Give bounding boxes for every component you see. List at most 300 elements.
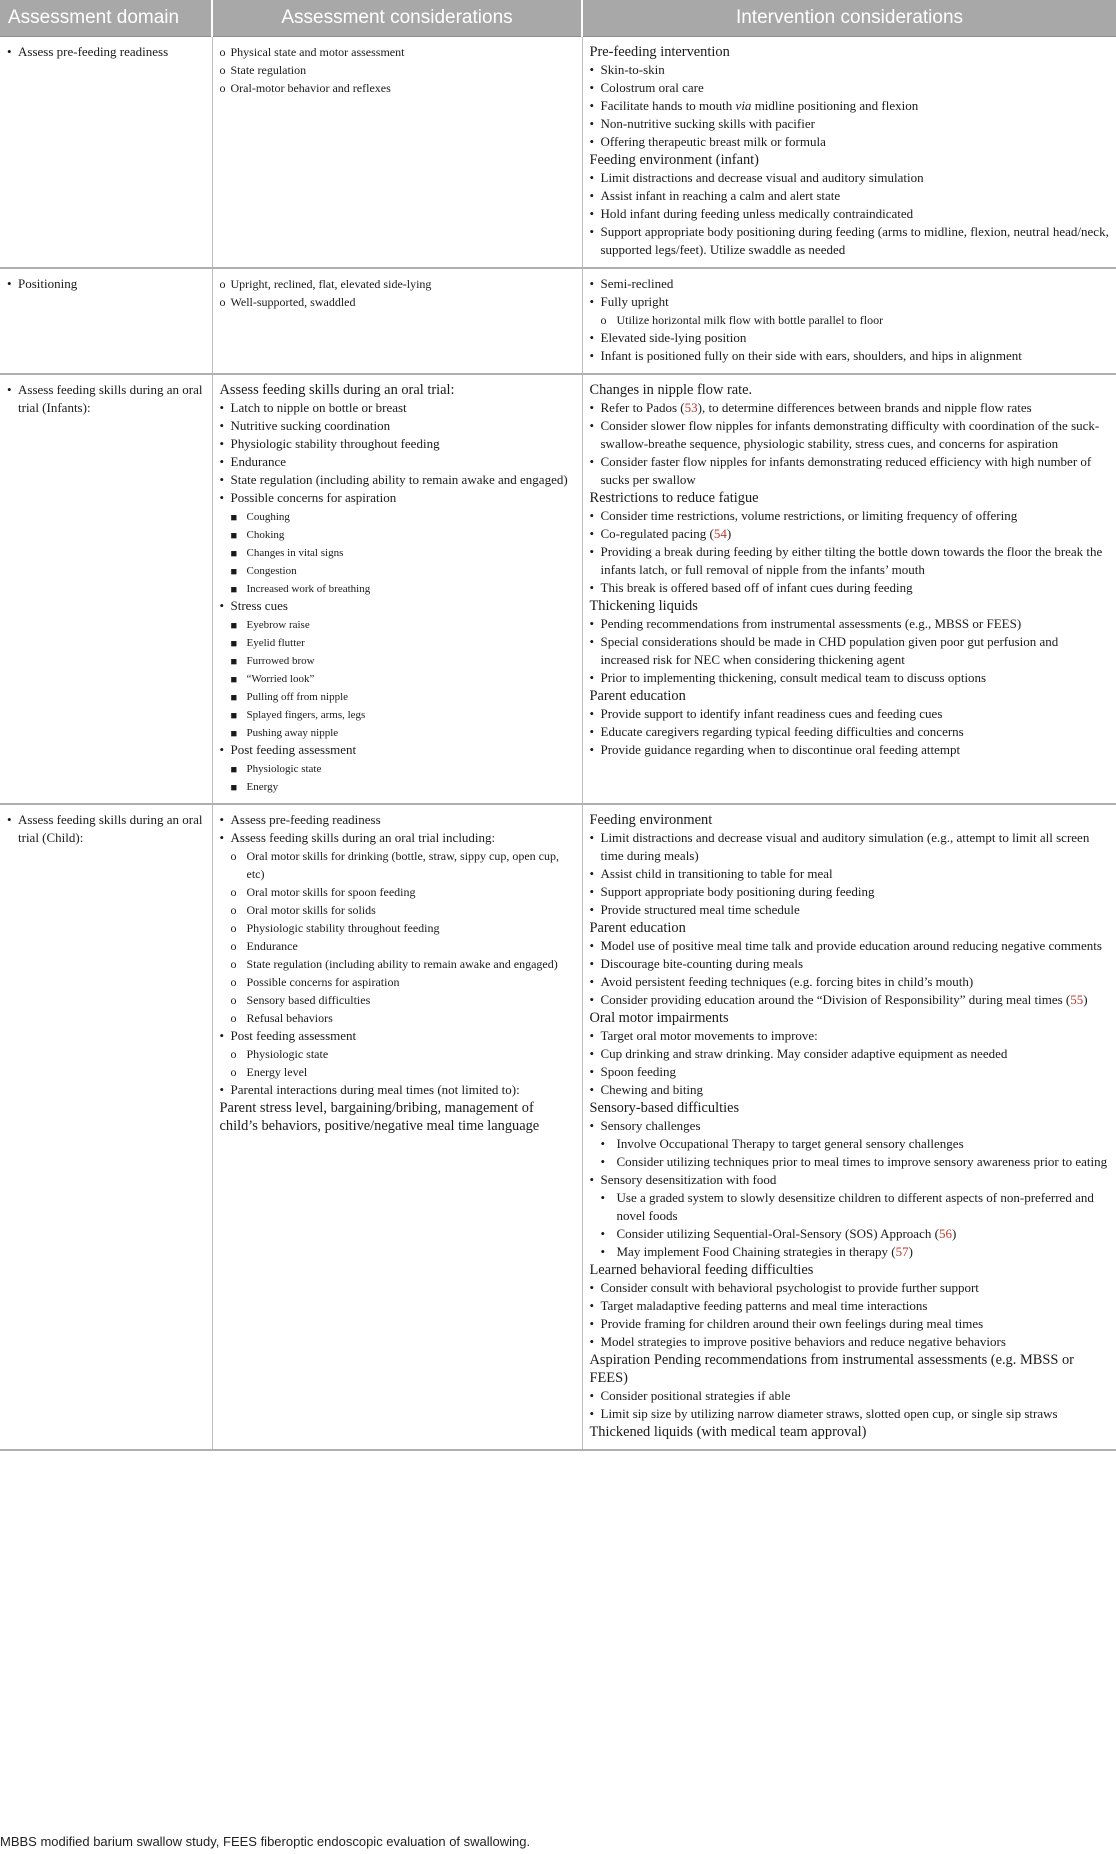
bullet-marker-icon: • xyxy=(219,812,225,827)
bullet-marker-icon: • xyxy=(7,382,12,397)
item-text: Thickened liquids (with medical team approval) xyxy=(589,1424,867,1440)
item-text: Oral-motor behavior and reflexes xyxy=(230,81,391,95)
cell-intervention xyxy=(582,268,1116,374)
list-item xyxy=(220,1099,576,1135)
item-text: Oral motor skills for drinking (bottle, straw, sippy cup, open cup, etc) xyxy=(246,849,560,881)
item-text: Positioning xyxy=(18,276,78,291)
bullet-marker-icon: • xyxy=(600,1154,606,1169)
list-item xyxy=(590,311,1111,329)
list-item xyxy=(220,435,576,453)
cell-domain xyxy=(0,268,212,374)
item-text: Physiologic stability throughout feeding xyxy=(246,921,440,935)
list-item xyxy=(590,901,1111,919)
bullet-marker-icon: • xyxy=(589,724,595,739)
list-item xyxy=(590,1135,1111,1153)
list-item xyxy=(220,489,576,507)
assessment-list xyxy=(220,43,576,97)
list-item xyxy=(590,61,1111,79)
circle-marker-icon: o xyxy=(219,45,226,59)
item-text: Physiologic state xyxy=(246,1047,329,1061)
bullet-marker-icon: • xyxy=(589,418,595,433)
list-item xyxy=(590,1171,1111,1189)
item-text: Assess feeding skills during an oral trial: xyxy=(219,382,455,398)
bullet-marker-icon: • xyxy=(589,1298,595,1313)
item-text: Parent education xyxy=(589,688,686,704)
circle-marker-icon: o xyxy=(230,903,237,917)
assessment-list xyxy=(220,381,576,795)
item-text: Semi-reclined xyxy=(600,276,674,291)
bullet-marker-icon: • xyxy=(600,1190,606,1205)
square-marker-icon: ■ xyxy=(230,620,238,632)
bullet-marker-icon: • xyxy=(600,1244,606,1259)
bullet-marker-icon: • xyxy=(589,830,595,845)
item-text: Parent stress level, bargaining/bribing, management of child’s behaviors, positive/negative meal time language xyxy=(219,1100,540,1134)
list-item xyxy=(590,937,1111,955)
item-text: Utilize horizontal milk flow with bottle parallel to floor xyxy=(616,313,884,327)
list-item xyxy=(220,883,576,901)
item-text: Energy level xyxy=(246,1065,308,1079)
item-text: Consider positional strategies if able xyxy=(600,1388,791,1403)
bullet-marker-icon: • xyxy=(589,294,595,309)
item-text: Refer to Pados (53), to determine differences between brands and nipple flow rates xyxy=(600,400,1032,415)
square-marker-icon: ■ xyxy=(230,530,238,542)
bullet-marker-icon: • xyxy=(589,188,595,203)
item-text: Consider slower flow nipples for infants demonstrating difficulty with coordination of the suck-swallow-breathe sequence, physiologic stability, stress cues, and concerns for aspiration xyxy=(600,418,1100,451)
item-text: Oral motor skills for spoon feeding xyxy=(246,885,416,899)
item-text: Support appropriate body positioning during feeding (arms to midline, flexion, neutral head/neck, supported legs/feet). Utilize swaddle as needed xyxy=(600,224,1109,257)
item-text: Well-supported, swaddled xyxy=(230,295,356,309)
list-item xyxy=(590,489,1111,507)
item-text: Parent education xyxy=(589,920,686,936)
list-item xyxy=(220,829,576,847)
list-item xyxy=(220,293,576,311)
item-text: “Worried look” xyxy=(246,673,315,685)
list-item xyxy=(590,293,1111,311)
reference-link[interactable]: 53 xyxy=(684,400,698,415)
list-item xyxy=(220,508,576,526)
cell-assessment xyxy=(212,37,582,269)
bullet-marker-icon: • xyxy=(589,134,595,149)
item-text: Target oral motor movements to improve: xyxy=(600,1028,818,1043)
item-text: Model use of positive meal time talk and provide education around reducing negative comments xyxy=(600,938,1102,953)
list-item xyxy=(220,275,576,293)
item-text: Discourage bite-counting during meals xyxy=(600,956,804,971)
square-marker-icon: ■ xyxy=(230,584,238,596)
table-row xyxy=(0,374,1116,804)
list-item xyxy=(590,1279,1111,1297)
list-item xyxy=(590,223,1111,259)
list-item xyxy=(220,634,576,652)
bullet-marker-icon: • xyxy=(589,330,595,345)
list-item xyxy=(220,847,576,883)
list-item xyxy=(590,1009,1111,1027)
list-item xyxy=(590,955,1111,973)
bullet-marker-icon: • xyxy=(589,1388,595,1403)
bullet-marker-icon: • xyxy=(589,974,595,989)
list-item xyxy=(590,633,1111,669)
circle-marker-icon: o xyxy=(230,939,237,953)
item-text: Facilitate hands to mouth via midline positioning and flexion xyxy=(600,98,919,113)
item-text: Consider faster flow nipples for infants demonstrating reduced efficiency with high number of sucks per swallow xyxy=(600,454,1092,487)
list-item xyxy=(220,417,576,435)
item-text: Assess pre-feeding readiness xyxy=(18,44,169,59)
item-text: Changes in vital signs xyxy=(246,547,344,559)
list-item xyxy=(590,669,1111,687)
list-item xyxy=(590,829,1111,865)
item-text: Educate caregivers regarding typical feeding difficulties and concerns xyxy=(600,724,964,739)
item-text: Sensory challenges xyxy=(600,1118,701,1133)
bullet-marker-icon: • xyxy=(589,224,595,239)
bullet-marker-icon: • xyxy=(589,62,595,77)
list-item xyxy=(220,937,576,955)
list-item xyxy=(590,741,1111,759)
bullet-marker-icon: • xyxy=(589,634,595,649)
list-item xyxy=(590,1027,1111,1045)
circle-marker-icon: o xyxy=(230,1065,237,1079)
bullet-marker-icon: • xyxy=(219,490,225,505)
list-item xyxy=(590,115,1111,133)
domain-list xyxy=(7,275,206,293)
item-text: Stress cues xyxy=(230,598,288,613)
cell-domain xyxy=(0,804,212,1450)
item-text: Physiologic stability throughout feeding xyxy=(230,436,440,451)
bullet-marker-icon: • xyxy=(589,706,595,721)
bullet-marker-icon: • xyxy=(589,938,595,953)
item-text: Eyebrow raise xyxy=(246,619,310,631)
square-marker-icon: ■ xyxy=(230,728,238,740)
item-text: State regulation (including ability to remain awake and engaged) xyxy=(230,472,568,487)
list-item xyxy=(220,652,576,670)
bullet-marker-icon: • xyxy=(589,1046,595,1061)
reference-link[interactable]: 55 xyxy=(1070,992,1084,1007)
list-item xyxy=(590,97,1111,115)
list-item xyxy=(590,579,1111,597)
list-item xyxy=(220,991,576,1009)
bullet-marker-icon: • xyxy=(219,742,225,757)
list-item xyxy=(220,1027,576,1045)
item-text: Elevated side-lying position xyxy=(600,330,747,345)
item-text: Assess pre-feeding readiness xyxy=(230,812,381,827)
list-item xyxy=(590,275,1111,293)
item-text: Special considerations should be made in CHD population given poor gut perfusion and increased risk for NEC when considering thickening agent xyxy=(600,634,1059,667)
list-item xyxy=(590,1351,1111,1387)
header-row xyxy=(0,0,1116,37)
item-text: Assist child in transitioning to table for meal xyxy=(600,866,833,881)
item-text: Limit sip size by utilizing narrow diameter straws, slotted open cup, or single sip straws xyxy=(600,1406,1058,1421)
bullet-marker-icon: • xyxy=(589,1316,595,1331)
item-text: Limit distractions and decrease visual and auditory simulation (e.g., attempt to limit all screen time during meals) xyxy=(600,830,1090,863)
item-text: Provide structured meal time schedule xyxy=(600,902,800,917)
cell-intervention xyxy=(582,37,1116,269)
list-item xyxy=(590,973,1111,991)
square-marker-icon: ■ xyxy=(230,710,238,722)
list-item xyxy=(590,1333,1111,1351)
list-item xyxy=(590,883,1111,901)
square-marker-icon: ■ xyxy=(230,692,238,704)
bullet-marker-icon: • xyxy=(589,1172,595,1187)
item-text: State regulation (including ability to remain awake and engaged) xyxy=(246,957,558,971)
bullet-marker-icon: • xyxy=(589,1082,595,1097)
list-item xyxy=(590,133,1111,151)
bullet-marker-icon: • xyxy=(7,812,12,827)
bullet-marker-icon: • xyxy=(589,1406,595,1421)
cell-intervention xyxy=(582,374,1116,804)
item-text: Choking xyxy=(246,529,285,541)
bullet-marker-icon: • xyxy=(589,1280,595,1295)
list-item xyxy=(590,417,1111,453)
list-item xyxy=(220,1009,576,1027)
bullet-marker-icon: • xyxy=(589,1064,595,1079)
list-item xyxy=(220,778,576,796)
item-text: Assess feeding skills during an oral trial (Infants): xyxy=(18,382,203,415)
bullet-marker-icon: • xyxy=(589,742,595,757)
list-item xyxy=(220,453,576,471)
item-text: Skin-to-skin xyxy=(600,62,665,77)
circle-marker-icon: o xyxy=(230,885,237,899)
square-marker-icon: ■ xyxy=(230,674,238,686)
table-row xyxy=(0,804,1116,1450)
square-marker-icon: ■ xyxy=(230,512,238,524)
item-text: Nutritive sucking coordination xyxy=(230,418,391,433)
list-item xyxy=(220,901,576,919)
item-text: Limit distractions and decrease visual and auditory simulation xyxy=(600,170,924,185)
bullet-marker-icon: • xyxy=(589,526,595,541)
item-text: Aspiration Pending recommendations from instrumental assessments (e.g. MBSS or FEES) xyxy=(589,1352,1074,1386)
square-marker-icon: ■ xyxy=(230,656,238,668)
item-text: Chewing and biting xyxy=(600,1082,704,1097)
list-item xyxy=(220,973,576,991)
list-item xyxy=(220,399,576,417)
bullet-marker-icon: • xyxy=(219,1082,225,1097)
list-item xyxy=(590,597,1111,615)
item-text: Upright, reclined, flat, elevated side-lying xyxy=(230,277,432,291)
square-marker-icon: ■ xyxy=(230,764,238,776)
item-text: Consider utilizing Sequential-Oral-Sensory (SOS) Approach (56) xyxy=(616,1226,957,1241)
item-text: Latch to nipple on bottle or breast xyxy=(230,400,407,415)
item-text: Infant is positioned fully on their side with ears, shoulders, and hips in alignment xyxy=(600,348,1022,363)
list-item xyxy=(7,275,206,293)
bullet-marker-icon: • xyxy=(589,580,595,595)
bullet-marker-icon: • xyxy=(589,866,595,881)
item-text: Offering therapeutic breast milk or formula xyxy=(600,134,826,149)
list-item xyxy=(220,61,576,79)
square-marker-icon: ■ xyxy=(230,548,238,560)
bullet-marker-icon: • xyxy=(7,276,12,291)
bullet-marker-icon: • xyxy=(589,454,595,469)
list-item xyxy=(590,1045,1111,1063)
item-text: Cup drinking and straw drinking. May consider adaptive equipment as needed xyxy=(600,1046,1008,1061)
list-item xyxy=(590,169,1111,187)
intervention-list xyxy=(590,275,1111,365)
item-text: Avoid persistent feeding techniques (e.g. forcing bites in child’s mouth) xyxy=(600,974,974,989)
list-item xyxy=(220,597,576,615)
bullet-marker-icon: • xyxy=(589,992,595,1007)
list-item xyxy=(220,616,576,634)
reference-link[interactable]: 57 xyxy=(895,1244,909,1259)
square-marker-icon: ■ xyxy=(230,782,238,794)
item-text: Support appropriate body positioning during feeding xyxy=(600,884,875,899)
list-item xyxy=(590,151,1111,169)
circle-marker-icon: o xyxy=(230,921,237,935)
cell-assessment xyxy=(212,374,582,804)
bullet-marker-icon: • xyxy=(600,1226,606,1241)
table-row xyxy=(0,268,1116,374)
list-item xyxy=(220,955,576,973)
table-row xyxy=(0,37,1116,269)
domain-list xyxy=(7,811,206,847)
list-item xyxy=(220,562,576,580)
list-item xyxy=(590,1297,1111,1315)
item-text: Consider providing education around the “Division of Responsibility” during meal times (55) xyxy=(600,992,1088,1007)
list-item xyxy=(220,1045,576,1063)
header-intervention-considerations: Intervention considerations xyxy=(582,0,1116,37)
list-item xyxy=(220,724,576,742)
list-item xyxy=(590,543,1111,579)
list-item xyxy=(7,811,206,847)
item-text: Splayed fingers, arms, legs xyxy=(246,709,366,721)
table-body xyxy=(0,37,1116,1451)
item-text: Co-regulated pacing (54) xyxy=(600,526,732,541)
item-text: State regulation xyxy=(230,63,307,77)
circle-marker-icon: o xyxy=(230,957,237,971)
domain-list xyxy=(7,381,206,417)
circle-marker-icon: o xyxy=(230,1011,237,1025)
bullet-marker-icon: • xyxy=(219,418,225,433)
item-text: Consider consult with behavioral psychologist to provide further support xyxy=(600,1280,979,1295)
circle-marker-icon: o xyxy=(219,295,226,309)
list-item xyxy=(590,43,1111,61)
list-item xyxy=(220,1063,576,1081)
list-item xyxy=(590,1261,1111,1279)
intervention-list xyxy=(590,43,1111,259)
bullet-marker-icon: • xyxy=(589,1334,595,1349)
square-marker-icon: ■ xyxy=(230,638,238,650)
item-text: Prior to implementing thickening, consult medical team to discuss options xyxy=(600,670,987,685)
bullet-marker-icon: • xyxy=(589,544,595,559)
list-item xyxy=(590,723,1111,741)
bullet-marker-icon: • xyxy=(589,616,595,631)
item-text: Providing a break during feeding by either tilting the bottle down towards the floor the break the infants latch, or full removal of nipple from the infants’ mouth xyxy=(600,544,1103,577)
list-item xyxy=(590,1423,1111,1441)
list-item xyxy=(220,760,576,778)
item-text: Energy xyxy=(246,781,279,793)
header-assessment-considerations: Assessment considerations xyxy=(212,0,582,37)
list-item xyxy=(590,399,1111,417)
bullet-marker-icon: • xyxy=(219,436,225,451)
item-text: Furrowed brow xyxy=(246,655,315,667)
item-text: Sensory-based difficulties xyxy=(589,1100,740,1116)
item-text: Increased work of breathing xyxy=(246,583,371,595)
list-item xyxy=(590,347,1111,365)
list-item xyxy=(590,687,1111,705)
list-item xyxy=(220,43,576,61)
item-text: Target maladaptive feeding patterns and meal time interactions xyxy=(600,1298,928,1313)
item-text: Physical state and motor assessment xyxy=(230,45,405,59)
bullet-marker-icon: • xyxy=(589,206,595,221)
list-item xyxy=(590,1153,1111,1171)
item-text: Eyelid flutter xyxy=(246,637,305,649)
list-item xyxy=(590,1243,1111,1261)
assessment-list xyxy=(220,275,576,311)
list-item xyxy=(590,1315,1111,1333)
list-item xyxy=(7,43,206,61)
item-text: Assess feeding skills during an oral trial including: xyxy=(230,830,496,845)
list-item xyxy=(590,329,1111,347)
item-text: Changes in nipple flow rate. xyxy=(589,382,753,398)
list-item xyxy=(220,544,576,562)
item-text: Consider utilizing techniques prior to meal times to improve sensory awareness prior to eating xyxy=(616,1154,1108,1169)
item-text: Fully upright xyxy=(600,294,669,309)
cell-domain xyxy=(0,374,212,804)
assessment-list xyxy=(220,811,576,1135)
list-item xyxy=(220,1081,576,1099)
item-text: Possible concerns for aspiration xyxy=(246,975,400,989)
item-text: Parental interactions during meal times (not limited to): xyxy=(230,1082,520,1097)
list-item xyxy=(220,381,576,399)
item-text: Pending recommendations from instrumental assessments (e.g., MBSS or FEES) xyxy=(600,616,1022,631)
item-text: Pushing away nipple xyxy=(246,727,339,739)
cell-domain xyxy=(0,37,212,269)
bullet-marker-icon: • xyxy=(219,400,225,415)
bullet-marker-icon: • xyxy=(600,1136,606,1151)
item-text: Congestion xyxy=(246,565,297,577)
header-assessment-domain: Assessment domain xyxy=(0,0,212,37)
bullet-marker-icon: • xyxy=(219,454,225,469)
list-item xyxy=(590,79,1111,97)
table-header xyxy=(0,0,1116,37)
item-text: Oral motor skills for solids xyxy=(246,903,376,917)
list-item xyxy=(220,741,576,759)
list-item xyxy=(220,811,576,829)
list-item xyxy=(590,525,1111,543)
item-text: Feeding environment (infant) xyxy=(589,152,759,168)
list-item xyxy=(590,1405,1111,1423)
list-item xyxy=(220,471,576,489)
item-text: Feeding environment xyxy=(589,812,713,828)
list-item xyxy=(590,1081,1111,1099)
list-item xyxy=(590,1117,1111,1135)
item-text: Hold infant during feeding unless medically contraindicated xyxy=(600,206,914,221)
item-text: Physiologic state xyxy=(246,763,322,775)
item-text: Assist infant in reaching a calm and alert state xyxy=(600,188,841,203)
circle-marker-icon: o xyxy=(230,849,237,863)
list-item xyxy=(590,1387,1111,1405)
list-item xyxy=(590,453,1111,489)
reference-link[interactable]: 54 xyxy=(713,526,727,541)
bullet-marker-icon: • xyxy=(589,276,595,291)
bullet-marker-icon: • xyxy=(589,1118,595,1133)
circle-marker-icon: o xyxy=(230,993,237,1007)
bullet-marker-icon: • xyxy=(589,170,595,185)
bullet-marker-icon: • xyxy=(589,956,595,971)
item-text: Endurance xyxy=(246,939,298,953)
bullet-marker-icon: • xyxy=(589,400,595,415)
list-item xyxy=(220,688,576,706)
cell-assessment xyxy=(212,804,582,1450)
intervention-list xyxy=(590,811,1111,1441)
list-item xyxy=(590,615,1111,633)
item-text: Provide support to identify infant readiness cues and feeding cues xyxy=(600,706,943,721)
item-text: Involve Occupational Therapy to target general sensory challenges xyxy=(616,1136,964,1151)
item-text: Restrictions to reduce fatigue xyxy=(589,490,759,506)
item-text: May implement Food Chaining strategies in therapy (57) xyxy=(616,1244,913,1259)
item-text: Assess feeding skills during an oral trial (Child): xyxy=(18,812,203,845)
reference-link[interactable]: 56 xyxy=(938,1226,952,1241)
list-item xyxy=(220,670,576,688)
circle-marker-icon: o xyxy=(600,313,607,327)
bullet-marker-icon: • xyxy=(219,1028,225,1043)
item-text: Refusal behaviors xyxy=(246,1011,333,1025)
